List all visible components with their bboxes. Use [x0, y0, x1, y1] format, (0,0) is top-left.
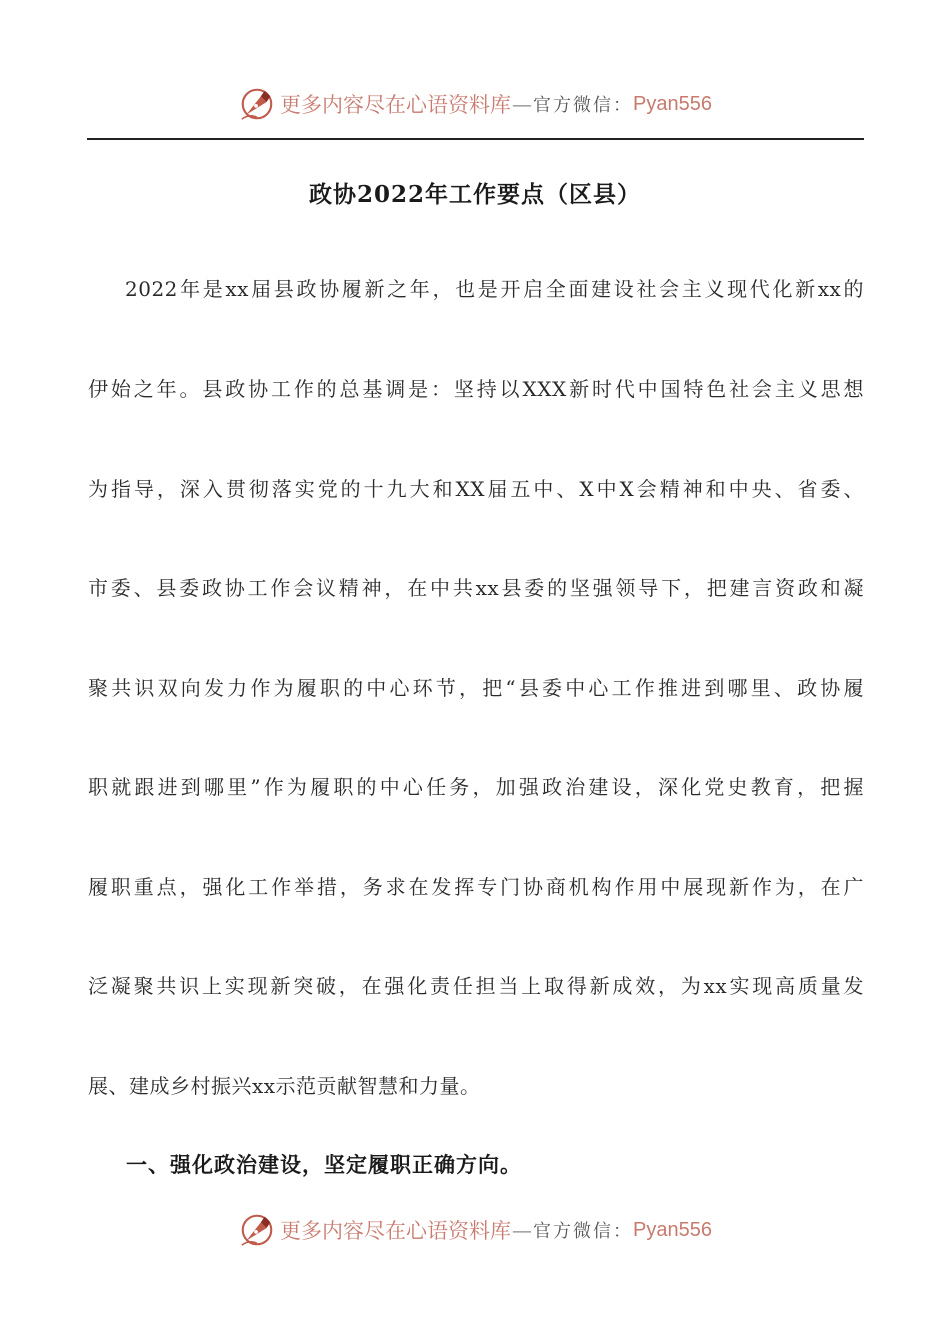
watermark-text: [280, 89, 712, 119]
watermark-banner-top: [0, 82, 950, 126]
paragraph-line: 履职重点，强化工作举措，务求在发挥专门协商机构作用中展现新作为，在广: [88, 875, 864, 899]
section-heading: 一、强化政治建设，坚定履职正确方向。: [126, 1152, 522, 1177]
paragraph-line: 2022年是xx届县政协履新之年，也是开启全面建设社会主义现代化新xx的: [125, 277, 864, 301]
paragraph-line: 伊始之年。县政协工作的总基调是：坚持以XXX新时代中国特色社会主义思想: [88, 377, 864, 401]
watermark-brand: 更多内容尽在心语资料库: [280, 1219, 512, 1243]
paragraph-line: 为指导，深入贯彻落实党的十九大和XX届五中、X中X会精神和中央、省委、: [88, 477, 864, 501]
watermark-brand: 更多内容尽在心语资料库: [280, 93, 512, 117]
watermark-wechat-label: 官方微信：: [533, 95, 634, 116]
pen-nib-logo-icon: [238, 1211, 276, 1249]
document-title: 政协2022年工作要点（区县）: [308, 181, 641, 208]
paragraph-line: 职就跟进到哪里”作为履职的中心任务，加强政治建设，深化党史教育，把握: [88, 775, 864, 799]
paragraph-line: 市委、县委政协工作会议精神，在中共xx县委的坚强领导下，把建言资政和凝: [88, 576, 864, 600]
watermark-text: [280, 1215, 712, 1245]
watermark-banner-bottom: [0, 1208, 950, 1252]
paragraph-line: 展、建成乡村振兴xx示范贡献智慧和力量。: [88, 1074, 481, 1098]
header-divider: [87, 138, 864, 140]
watermark-separator: —: [512, 1218, 533, 1242]
watermark-wechat-label: 官方微信：: [533, 1221, 634, 1242]
pen-nib-logo-icon: [238, 85, 276, 123]
paragraph-line: 泛凝聚共识上实现新突破，在强化责任担当上取得新成效，为xx实现高质量发: [88, 974, 864, 998]
paragraph-line: 聚共识双向发力作为履职的中心环节，把“县委中心工作推进到哪里、政协履: [88, 676, 864, 700]
watermark-wechat-id: Pyan556: [633, 1218, 712, 1241]
watermark-wechat-id: Pyan556: [633, 92, 712, 115]
watermark-separator: —: [512, 92, 533, 116]
